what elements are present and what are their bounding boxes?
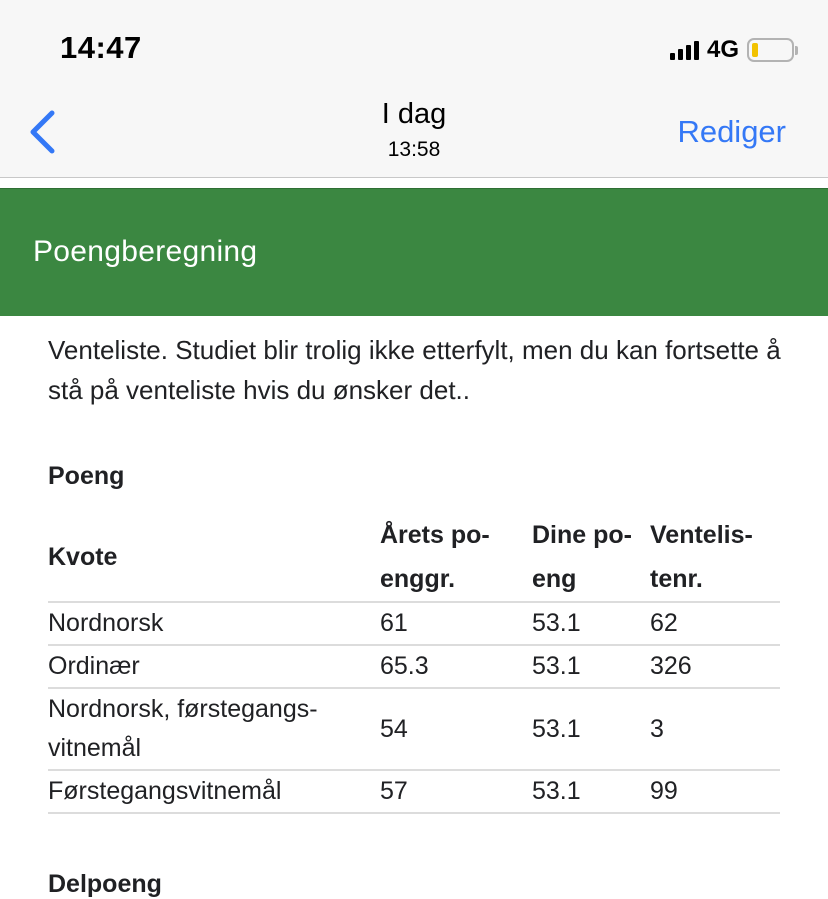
- navigation-bar: [0, 92, 828, 178]
- edit-button[interactable]: Rediger: [677, 114, 786, 149]
- poeng-table: [48, 513, 780, 814]
- battery-level: [752, 43, 758, 57]
- table-row: [48, 688, 780, 770]
- cell-dine-poeng: 53.1: [532, 770, 650, 813]
- battery-icon: [747, 38, 794, 62]
- column-header-kvote: Kvote: [48, 543, 118, 571]
- delpoeng-heading: Delpoeng: [48, 870, 162, 898]
- nav-title: I dag: [381, 98, 447, 130]
- table-header-row: [48, 513, 780, 602]
- cell-ventelistenr: 326: [650, 645, 780, 688]
- intro-text: Venteliste. Studiet blir trolig ikke etterfylt, men du kan fortsette å stå på venteliste hvis du ønsker det..: [48, 335, 781, 405]
- cell-ventelistenr: 62: [650, 602, 780, 645]
- cell-dine-poeng: 53.1: [532, 688, 650, 770]
- nav-subtitle: 13:58: [387, 138, 441, 161]
- cell-arets-poenggrense: 54: [380, 688, 532, 770]
- cell-dine-poeng: 53.1: [532, 602, 650, 645]
- status-time: 14:47: [60, 30, 142, 65]
- table-row: [48, 770, 780, 813]
- table-row: [48, 645, 780, 688]
- table-row: [48, 602, 780, 645]
- cell-arets-poenggrense: 61: [380, 602, 532, 645]
- cell-dine-poeng: 53.1: [532, 645, 650, 688]
- cell-kvote: Nordnorsk: [48, 602, 380, 645]
- poeng-heading: Poeng: [48, 462, 125, 490]
- signal-icon: [670, 40, 699, 60]
- column-header-dine-poeng: Dine po- eng: [532, 521, 632, 593]
- status-bar: [0, 0, 828, 92]
- column-header-arets-poenggrense: Årets po- enggr.: [380, 521, 490, 593]
- cell-kvote: Ordinær: [48, 645, 380, 688]
- cell-kvote: Nordnorsk, førstegangs- vitnemål: [48, 688, 380, 770]
- cell-ventelistenr: 3: [650, 688, 780, 770]
- network-type: 4G: [706, 36, 739, 63]
- section-header: [0, 188, 828, 316]
- cell-ventelistenr: 99: [650, 770, 780, 813]
- cell-kvote: Førstegangsvitnemål: [48, 770, 380, 813]
- cell-arets-poenggrense: 65.3: [380, 645, 532, 688]
- main-content: [48, 330, 788, 814]
- cell-arets-poenggrense: 57: [380, 770, 532, 813]
- divider: [0, 178, 828, 188]
- column-header-ventelistenr: Ventelis- tenr.: [650, 521, 753, 593]
- page-title: Poengberegning: [33, 235, 258, 268]
- status-indicators: [670, 36, 794, 64]
